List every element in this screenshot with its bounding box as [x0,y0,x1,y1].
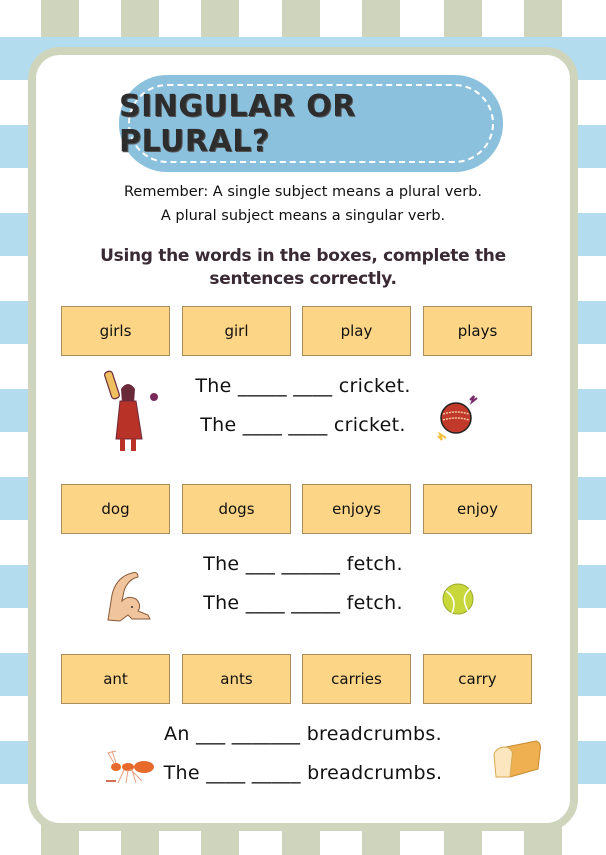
word-box[interactable]: enjoy [423,484,532,534]
decor-bar [201,0,239,37]
worksheet-card [28,47,578,831]
word-bank-3 [61,654,535,704]
remember-line-1: Remember: A single subject means a plural verb. [123,184,483,200]
sentence-1a: The _____ ____ cricket. [195,375,411,397]
word-bank-1 [61,306,535,356]
word-box[interactable]: ants [182,654,291,704]
remember-line-2: A plural subject means a singular verb. [160,208,446,224]
instruction-line-1: Using the words in the boxes, complete the [100,246,506,266]
decor-bar [444,0,482,37]
decor-bar [41,0,79,37]
instruction-heading [36,245,570,291]
girl-batting-icon [104,369,164,455]
word-box[interactable]: play [302,306,411,356]
word-bank-2 [61,484,535,534]
word-box[interactable]: carries [302,654,411,704]
title-banner [119,75,503,172]
bread-loaf-icon [490,737,544,783]
word-box[interactable]: plays [423,306,532,356]
cricket-ball-icon [434,388,484,448]
word-box[interactable]: ant [61,654,170,704]
word-box[interactable]: girls [61,306,170,356]
sentence-1b: The ____ ____ cricket. [200,414,406,436]
sentence-2b: The ____ _____ fetch. [203,592,403,614]
word-box[interactable]: dogs [182,484,291,534]
sentence-3b: The ____ _____ breadcrumbs. [163,762,443,784]
sentence-3a: An ___ _______ breadcrumbs. [164,723,442,745]
page-title: SINGULAR OR PLURAL? [119,88,356,159]
remember-note [36,180,570,228]
word-box[interactable]: girl [182,306,291,356]
word-box[interactable]: enjoys [302,484,411,534]
ant-icon [102,747,162,787]
dog-stretching-icon [98,565,154,625]
top-bars [0,0,606,37]
sentence-2a: The ___ ______ fetch. [203,553,403,575]
word-box[interactable]: dog [61,484,170,534]
decor-bar [524,0,562,37]
decor-bar [282,0,320,37]
word-box[interactable]: carry [423,654,532,704]
decor-bar [121,0,159,37]
decor-bar [362,0,400,37]
tennis-ball-icon [440,581,476,617]
instruction-line-2: sentences correctly. [209,269,397,289]
